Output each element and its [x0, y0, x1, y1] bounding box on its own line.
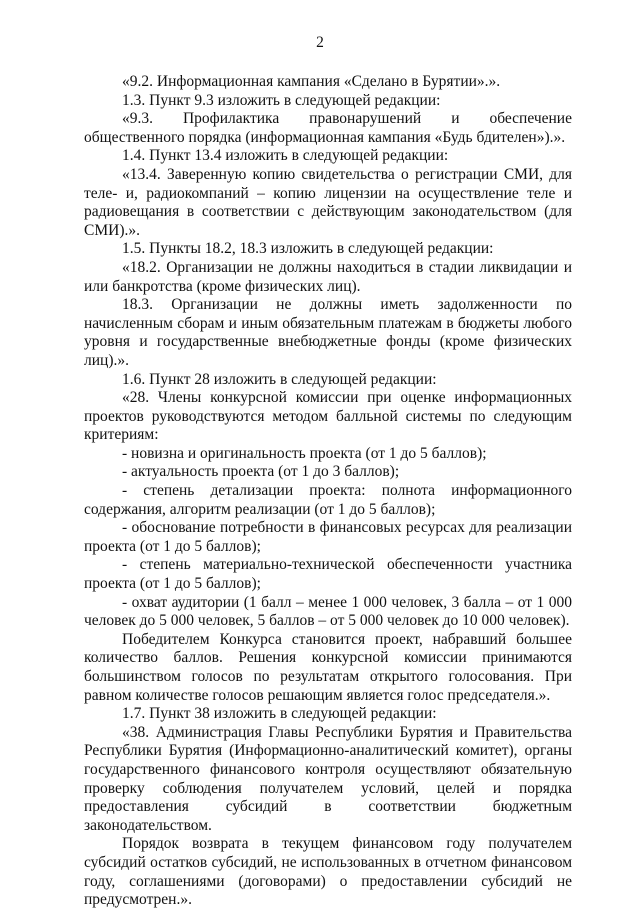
- criterion-novelty: - новизна и оригинальность проекта (от 1 до 5 баллов);: [122, 444, 487, 462]
- criterion-audience-reach: - охват аудитории (1 балл – менее 1 000 человек, 3 балла – от 1 000 человек до 5 000 человек, 5 баллов – от 5 000 человек до 10 000 человек).: [84, 593, 572, 630]
- criterion-detail: - степень детализации проекта: полнота информационного содержания, алгоритм реализации (от 1 до 5 баллов);: [84, 482, 572, 518]
- document-body: [84, 73, 572, 910]
- paragraph-item-13-4: «13.4. Заверенную копию свидетельства о регистрации СМИ, для теле- и, радиокомпаний – копию лицензии на осуществление теле и радиовещания в соответствии с действующим законодательством (для СМИ).».: [84, 165, 572, 239]
- paragraph-item-28: «28. Члены конкурсной комиссии при оценке информационных проектов руководствуются методом балльной системы по следующим критериям:: [84, 389, 572, 444]
- paragraph-amend-13-4: 1.4. Пункт 13.4 изложить в следующей редакции:: [122, 147, 449, 165]
- paragraph-winner: Победителем Конкурса становится проект, набравший большее количество баллов. Решения конкурсной комиссии принимаются большинством голосов по результатам открытого голосования. При равном количестве голосов решающим является голос председателя.».: [84, 630, 572, 704]
- criterion-financial-need: - обоснование потребности в финансовых ресурсах для реализации проекта (от 1 до 5 баллов);: [84, 519, 572, 555]
- paragraph-item-38: «38. Администрация Главы Республики Бурятия и Правительства Республики Бурятия (Информационно-аналитический комитет), органы государственного финансового контроля осуществляют обязательную проверку соблюдения получателем условий, целей и порядка предоставления субсидий в соответствии бюджетным законодательством.: [84, 723, 572, 834]
- paragraph-amend-18: 1.5. Пункты 18.2, 18.3 изложить в следующей редакции:: [122, 240, 494, 258]
- criterion-technical-capacity: - степень материально-технической обеспеченности участника проекта (от 1 до 5 баллов);: [84, 556, 572, 593]
- paragraph-amend-28: 1.6. Пункт 28 изложить в следующей редакции:: [122, 370, 437, 388]
- paragraph-item-18-2: «18.2. Организации не должны находиться в стадии ликвидации и или банкротства (кроме физических лиц).: [84, 258, 572, 295]
- paragraph-item-18-3: 18.3. Организации не должны иметь задолженности по начисленным сборам и иным обязательным платежам в бюджеты любого уровня и государственные внебюджетные фонды (кроме физических лиц).».: [84, 296, 572, 369]
- paragraph-item-9-3: «9.3. Профилактика правонарушений и обеспечение общественного порядка (информационная кампания «Будь бдителен»).».: [84, 110, 572, 146]
- paragraph-amend-38: 1.7. Пункт 38 изложить в следующей редакции:: [122, 705, 437, 723]
- criterion-relevance: - актуальность проекта (от 1 до 3 баллов);: [122, 463, 400, 481]
- page-number: 2: [316, 34, 324, 51]
- paragraph-amend-9-3: 1.3. Пункт 9.3 изложить в следующей редакции:: [122, 91, 441, 109]
- paragraph-item-9-2: «9.2. Информационная кампания «Сделано в Бурятии».».: [122, 73, 501, 90]
- paragraph-refund-procedure: Порядок возврата в текущем финансовом году получателем субсидий остатков субсидий, не использованных в отчетном финансовом году, соглашениями (договорами) о предоставлении субсидий не предусмотрен.».: [84, 835, 572, 909]
